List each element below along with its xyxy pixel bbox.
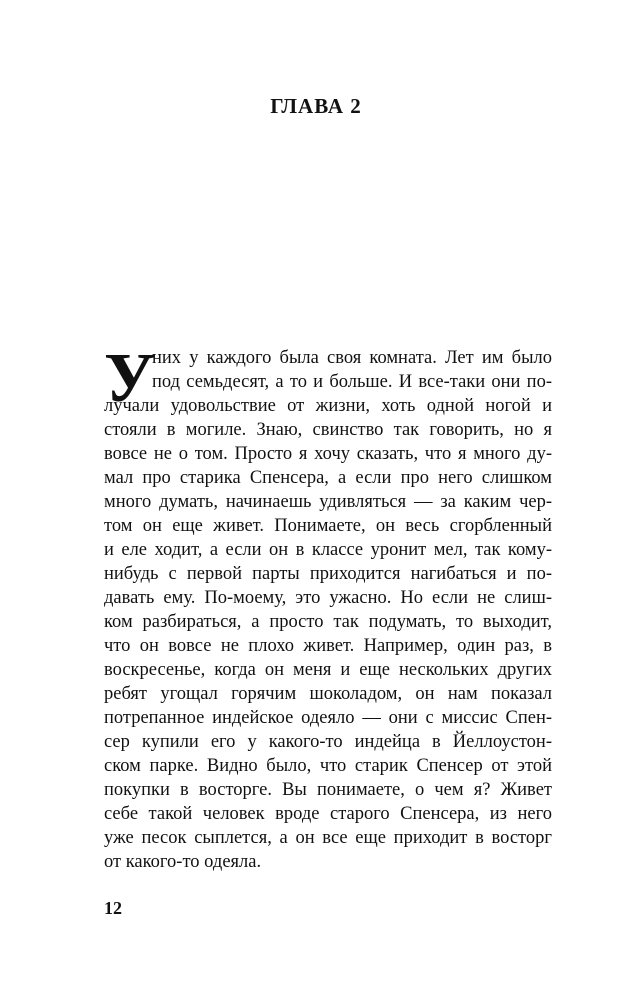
text-line: вовсе не о том. Просто я хочу сказать, что я много ду- [104,444,552,464]
page-number: 12 [104,898,122,918]
text-line: нибудь с первой парты приходится нагибаться и по- [104,564,552,584]
text-line: лучали удовольствие от жизни, хоть одной ногой и [104,396,552,416]
text-line: покупки в восторге. Вы понимаете, о чем я? Живет [104,780,552,800]
text-line: ком разбираться, а просто так подумать, то выходит, [104,612,552,632]
text-line: уже песок сыплется, а он все еще приходит в восторг [104,828,552,848]
text-line: мал про старика Спенсера, а если про него слишком [104,468,552,488]
text-line: себе такой человек вроде старого Спенсера, из него [104,804,552,824]
text-line: от какого-то одеяла. [104,852,262,872]
drop-cap: У [104,340,156,417]
text-line: что он вовсе не плохо живет. Например, один раз, в [104,636,552,656]
text-line: сер купили его у какого-то индейца в Йеллоустон- [104,732,552,752]
text-line: том он еще живет. Понимаете, он весь сгорбленный [104,516,552,536]
text-line: под семьдесят, а то и больше. И все-таки они по- [152,372,552,392]
text-line: потрепанное индейское одеяло — они с миссис Спен- [104,708,552,728]
text-line: ском парке. Видно было, что старик Спенсер от этой [104,756,552,776]
chapter-title: ГЛАВА 2 [270,94,362,118]
text-line: них у каждого была своя комната. Лет им было [152,348,552,368]
text-line: стояли в могиле. Знаю, свинство так говорить, но я [104,420,552,440]
text-line: и еле ходит, а если он в классе уронит мел, так кому- [104,540,552,560]
text-line: воскресенье, когда он меня и еще нескольких других [104,660,552,680]
text-line: много думать, начинаешь удивляться — за каким чер- [104,492,552,512]
text-line: ребят угощал горячим шоколадом, он нам показал [104,684,552,704]
text-line: давать ему. По-моему, это ужасно. Но если не слиш- [104,588,552,608]
